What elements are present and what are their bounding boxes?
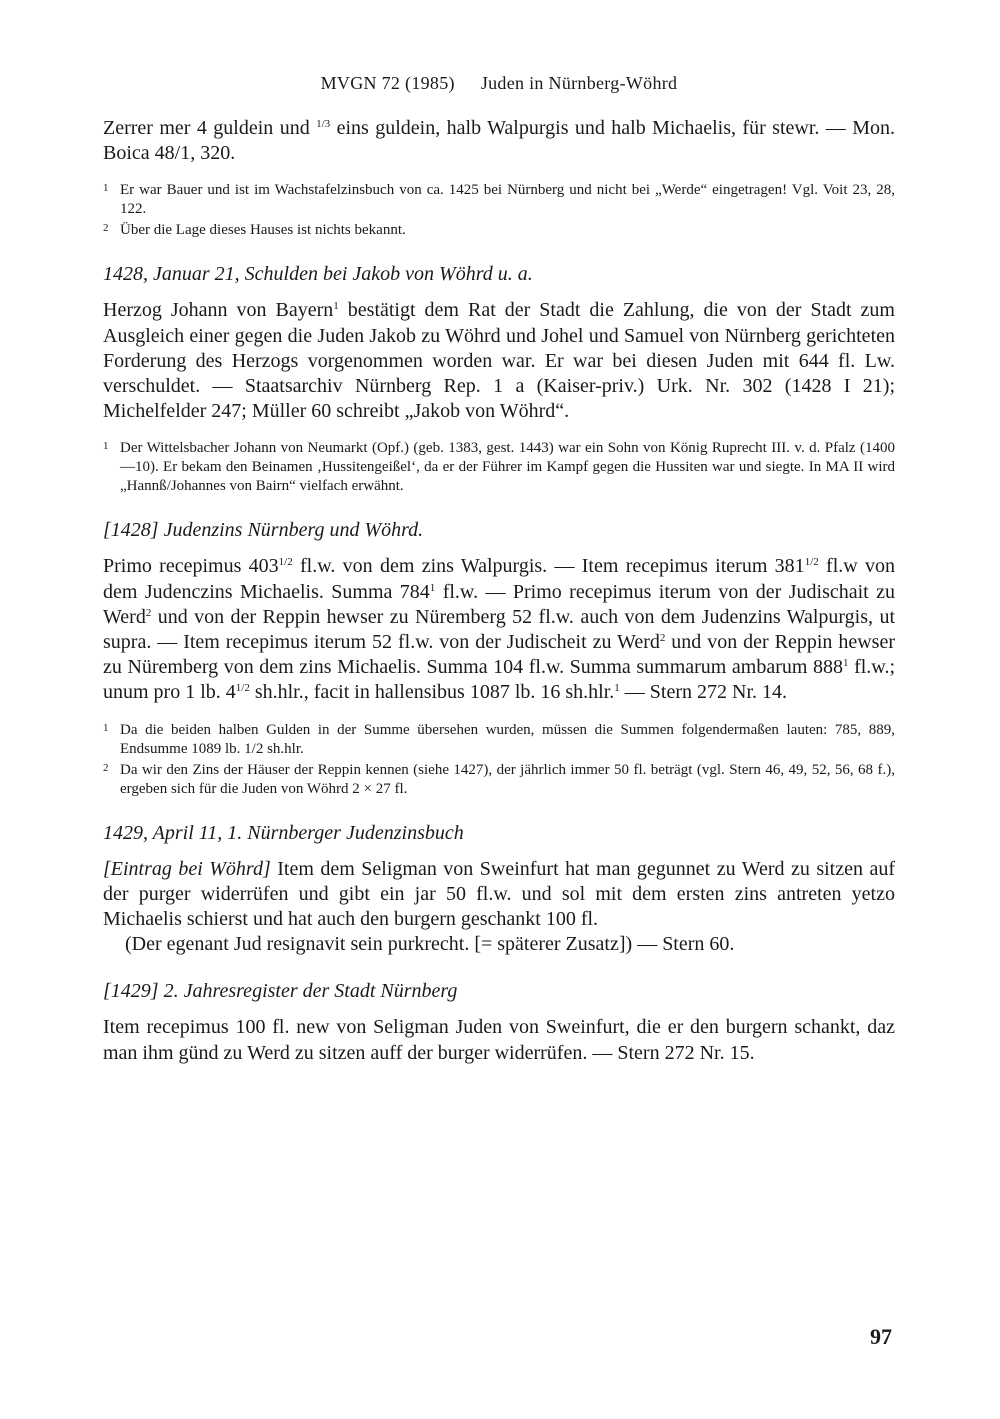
section-paragraph: (Der egenant Jud resignavit sein purkrecht. [= späterer Zusatz]) — Stern 60. [125, 933, 735, 956]
header-journal: MVGN 72 (1985) [320, 73, 455, 93]
section-heading: 1429, April 11, 1. Nürnberger Judenzinsbuch [103, 821, 464, 844]
page-number: 97 [870, 1324, 892, 1349]
section-heading: [1429] 2. Jahresregister der Stadt Nürnberg [103, 980, 458, 1003]
footnote: 1 Da die beiden halben Gulden in der Summe übersehen wurden, müssen die Summen folgendermaßen lauten: 785, 889, Endsumme 1089 lb. 1/2 sh.hlr. [103, 721, 895, 757]
document-page [103, 72, 895, 1066]
section-paragraph: [Eintrag bei Wöhrd] Item dem Seligman von Sweinfurt hat man gegunnet zu Werd zu sitzen auf der purger widerrüfen und gibt ein jar 50 fl.w. und sol mit dem ersten zins antreten yetzo Michaelis schierst und hat auch den burgern geschankt 100 fl. [103, 857, 895, 931]
footnote: 1 Er war Bauer und ist im Wachstafelzinsbuch von ca. 1425 bei Nürnberg und nicht bei „Werde“ eingetragen! Vgl. Voit 23, 28, 122. [103, 182, 895, 218]
footnote: 2 Da wir den Zins der Häuser der Reppin kennen (siehe 1427), der jährlich immer 50 fl. beträgt (vgl. Stern 46, 49, 52, 56, 68 f.), ergeben sich für die Juden von Wöhrd 2 × 27 fl. [103, 761, 895, 797]
running-header [103, 72, 895, 94]
section-heading: [1428] Judenzins Nürnberg und Wöhrd. [103, 519, 424, 542]
footnote: 1 Der Wittelsbacher Johann von Neumarkt (Opf.) (geb. 1383, gest. 1443) war ein Sohn von König Ruprecht III. v. d. Pfalz (1400—10). Er bekam den Beinamen ‚Hussitengeißel‘, da er der Führer im Kampf gegen die Hussiten war und siegte. In MA II wird „Hannß/Johannes von Bairn“ vielfach erwähnt. [103, 440, 895, 495]
footnote: 2 Über die Lage dieses Hauses ist nichts bekannt. [103, 222, 406, 239]
section-paragraph: Item recepimus 100 fl. new von Seligman Juden von Sweinfurt, die er den burgern schankt, daz man ihm günd zu Werd zu sitzen auff der burger widerrüfen. — Stern 272 Nr. 15. [103, 1016, 895, 1064]
section-footnotes [103, 437, 895, 496]
section-heading: 1428, Januar 21, Schulden bei Jakob von Wöhrd u. a. [103, 263, 533, 286]
intro-footnotes [103, 179, 895, 240]
section-paragraph: Primo recepimus $403^{1/2}$ fl.w. von dem zins Walpurgis. — Item recepimus iterum $381^{1/2}$ fl.w von dem Judenczins Michaelis. Summa $784^1$ fl.w. — Primo recepimus iterum von der Judischait zu Werd$^2$ und von der Reppin hewser zu Nüremberg 52 fl.w. auch von dem Judenzins Walpurgis, ut supra. — Item recepimus iterum 52 fl.w. von der Judischeit zu Werd$^2$ und von der Reppin hewser zu Nüremberg von dem zins Michaelis. Summa 104 fl.w. Summa summarum ambarum $888^1$ fl.w.; unum pro 1 lb. $4^{1/2}$ sh.hlr., facit in hallensibus 1087 lb. 16 sh.hlr.$^1$ — Stern 272 Nr. 14. [103, 555, 895, 704]
intro-paragraph: Zerrer mer 4 guldein und $^{1/3}$ eins guldein, halb Walpurgis und halb Michaelis, für stewr. — Mon. Boica 48/1, 320. [103, 117, 896, 165]
header-title: Juden in Nürnberg-Wöhrd [480, 73, 678, 93]
section-paragraph: Herzog Johann von Bayern$^1$ bestätigt dem Rat der Stadt die Zahlung, die von der Stadt zum Ausgleich einer gegen die Juden Jakob zu Wöhrd und Johel und Samuel von Nürnberg gerichteten Forderung des Herzogs vorgenommen worden war. Er war bei diesen Juden mit 644 fl. Lw. verschuldet. — Staatsarchiv Nürnberg Rep. 1 a (Kaiser-priv.) Urk. Nr. 302 (1428 I 21); Michelfelder 247; Müller 60 schreibt „Jakob von Wöhrd“. [103, 299, 895, 423]
section-footnotes [103, 719, 895, 799]
